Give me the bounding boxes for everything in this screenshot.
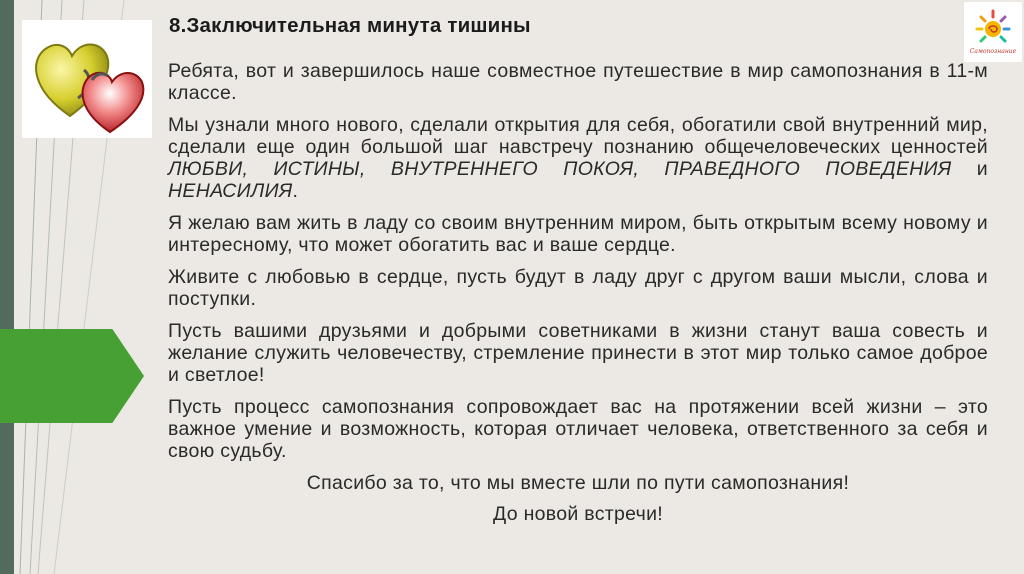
paragraph-2	[168, 114, 988, 202]
values-list: ЛЮБВИ, ИСТИНЫ, ВНУТРЕННЕГО ПОКОЯ, ПРАВЕДНОГО ПОВЕДЕНИЯ	[168, 158, 952, 180]
farewell-line: До новой встречи!	[492, 503, 664, 525]
logo	[964, 2, 1022, 62]
paragraph-1: Ребята, вот и завершилось наше совместное путешествие в мир самопознания в 11-м классе.	[168, 60, 988, 104]
value-nonviolence: НЕНАСИЛИЯ	[168, 180, 293, 202]
sun-logo-icon	[975, 9, 1011, 47]
paragraph-2-start: Мы узнали много нового, сделали открытия для себя, обогатили свой внутренний мир, сделали еще один большой шаг навстречу познанию общечеловеческих ценностей	[168, 114, 988, 158]
paragraph-5: Пусть вашими друзьями и добрыми советниками в жизни станут ваша совесть и желание служить человечеству, стремление принести в этот мир только самое доброе и светлое!	[168, 320, 988, 386]
paragraph-2-end: .	[292, 180, 299, 202]
hearts-image	[22, 20, 152, 138]
thanks-line: Спасибо за то, что мы вместе шли по пути самопознания!	[306, 472, 850, 494]
slide-body	[168, 60, 988, 534]
side-stripe	[0, 0, 14, 574]
paragraph-4: Живите с любовью в сердце, пусть будут в ладу друг с другом ваши мысли, слова и поступки.	[168, 266, 988, 310]
paragraph-6: Пусть процесс самопознания сопровождает вас на протяжении всей жизни – это важное умение и возможность, которая отличает человека, ответственного за себя и свою судьбу.	[168, 396, 988, 462]
paragraph-3: Я желаю вам жить в ладу со своим внутренним миром, быть открытым всему новому и интересному, что может обогатить вас и ваше сердце.	[168, 212, 988, 256]
slide-title: 8.Заключительная минута тишины	[169, 14, 531, 37]
paragraph-2-and: и	[951, 158, 988, 180]
logo-text: Самопознание	[969, 48, 1017, 55]
